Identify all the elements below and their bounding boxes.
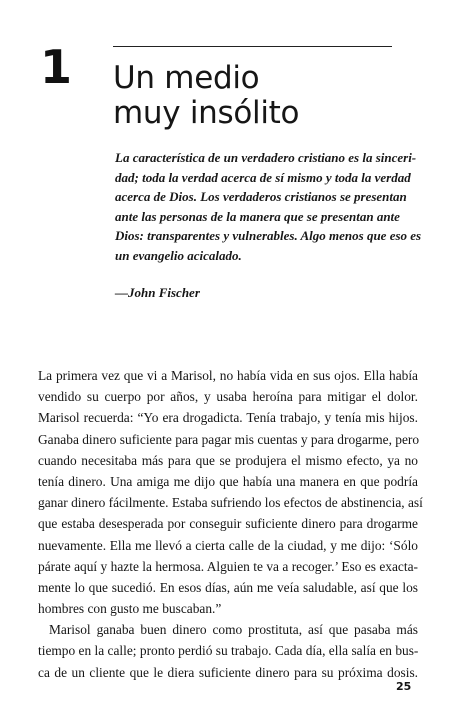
chapter-title	[113, 61, 413, 131]
body-line: La primera vez que vi a Marisol, no había vida en sus ojos. Ella había	[38, 368, 418, 383]
chapter-title-line-1: Un medio	[113, 60, 260, 96]
body-line: tiempo en la calle; pronto perdió su trabajo. Cada día, ella salía en bus-	[38, 643, 419, 659]
epigraph-line: Dios: transparentes y vulnerables. Algo menos que eso es	[115, 228, 422, 244]
epigraph-attribution: —John Fischer	[115, 285, 200, 300]
chapter-rule	[113, 46, 392, 47]
body-line: párate aquí y hazte la hermosa. Alguien te va a recoger.’ Eso es exacta-	[38, 558, 418, 574]
epigraph-line: ante las personas de la manera que se presentan ante	[115, 208, 400, 224]
body-line: ganar dinero fácilmente. Estaba sufriendo los efectos de abstinencia, así	[38, 495, 423, 511]
body-line: hombres con gusto me buscaban.”	[38, 601, 222, 617]
epigraph-line: un evangelio acicalado.	[115, 247, 242, 263]
epigraph	[115, 148, 422, 266]
body-line: vendido su cuerpo por años, y usaba heroína para mitigar el dolor.	[38, 389, 418, 405]
body-line: mente lo que sucedió. En esos días, aún me veía saludable, así que los	[38, 579, 418, 595]
page-number: 25	[396, 680, 412, 693]
body-text	[38, 365, 423, 683]
body-line: cuando necesitaba más para que se produjera el mismo efecto, ya no	[38, 452, 418, 468]
body-line: Marisol recuerda: “Yo era drogadicta. Tenía trabajo, y tenía mis hijos.	[38, 410, 418, 426]
epigraph-line: dad; toda la verdad acerca de sí mismo y toda la verdad	[115, 169, 411, 185]
body-line: tenía dinero. Una amiga me dijo que había una manera en que podría	[38, 473, 418, 489]
chapter-title-line-2: muy insólito	[113, 95, 300, 131]
chapter-number: 1	[40, 40, 73, 94]
body-line: Ganaba dinero suficiente para pagar mis cuentas y para drogarme, pero	[38, 431, 420, 447]
epigraph-line: acerca de Dios. Los verdaderos cristianos se presentan	[115, 189, 407, 205]
body-line: ca de un cliente que le diera suficiente dinero para su próxima dosis.	[38, 664, 418, 680]
epigraph-line: La característica de un verdadero cristiano es la sinceri-	[115, 150, 417, 165]
body-line: Marisol ganaba buen dinero como prostituta, así que pasaba más	[49, 622, 418, 638]
body-line: que estaba desesperada por conseguir suficiente dinero para drogarme	[38, 516, 418, 532]
body-line: nuevamente. Ella me llevó a cierta calle de la ciudad, y me dijo: ‘Sólo	[38, 537, 418, 553]
